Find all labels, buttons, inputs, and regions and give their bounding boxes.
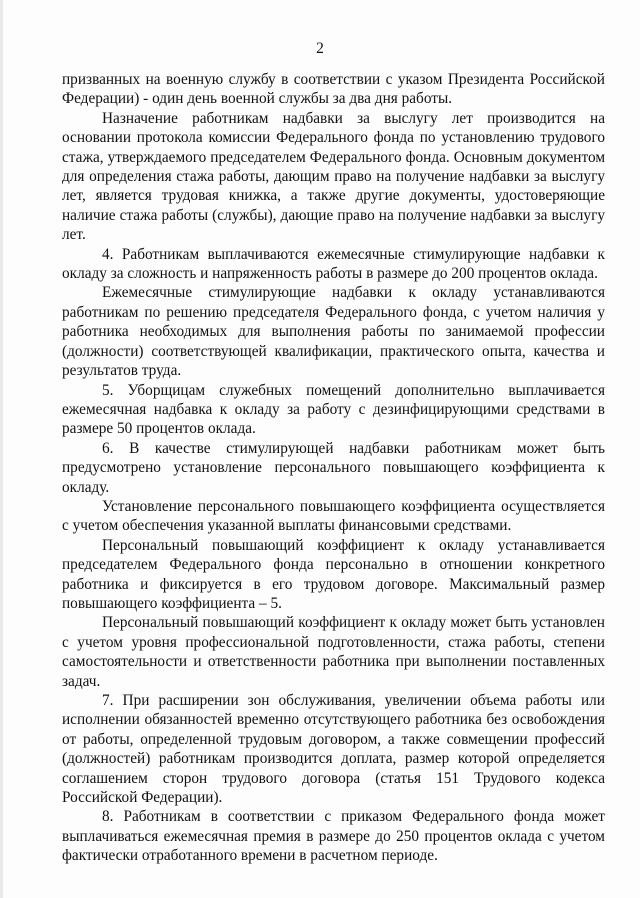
document-body: [62, 70, 605, 866]
paragraph-item-5: 5. Уборщицам служебных помещений дополнительно выплачивается ежемесячная надбавка к окладу за работу с дезинфицирующими средствами в размере 50 процентов оклада.: [62, 381, 605, 438]
paragraph-coefficient-max: Персональный повышающий коэффициент к окладу устанавливается председателем Федерального фонда персонально в отношении конкретного работника и фиксируется в его трудовом договоре. Максимальный размер повышающего коэффициента – 5.: [62, 536, 605, 612]
paragraph-seniority-bonus-procedure: Назначение работникам надбавки за выслугу лет производится на основании протокола комиссии Федерального фонда по установлению трудового стажа, утверждаемого председателем Федерального фонда. Основным документом для определения стажа работы, дающим право на получение надбавки за выслугу лет, является трудовая книжка, а также другие документы, удостоверяющие наличие стажа работы (службы), дающие право на получение надбавки за выслугу лет.: [62, 109, 605, 244]
paragraph-coefficient-criteria: Персональный повышающий коэффициент к окладу может быть установлен с учетом уровня профессиональной подготовленности, стажа работы, степени самостоятельности и ответственности работника при выполнении поставленных задач.: [62, 614, 605, 690]
paragraph-item-6: 6. В качестве стимулирующей надбавки работникам может быть предусмотрено установление персонального повышающего коэффициента к окладу.: [62, 439, 605, 496]
paragraph-item-4: 4. Работникам выплачиваются ежемесячные стимулирующие надбавки к окладу за сложность и напряженность работы в размере до 200 процентов оклада.: [62, 245, 605, 283]
paragraph-complexity-bonus: Ежемесячные стимулирующие надбавки к окладу устанавливаются работникам по решению председателя Федерального фонда, с учетом наличия у работника необходимых для выполнения работы по занимаемой профессии (должности) соответствующей квалификации, практического опыта, качества и результатов труда.: [62, 284, 605, 380]
paragraph-continuation: призванных на военную службу в соответствии с указом Президента Российской Федерации) - один день военной службы за два дня работы.: [62, 71, 605, 108]
paragraph-item-7: 7. При расширении зон обслуживания, увеличении объема работы или исполнении обязанностей временно отсутствующего работника без освобождения от работы, определенной трудовым договором, а также совмещении профессий (должностей) работникам производится доплата, размер которой определяется соглашением сторон трудового договора (статья 151 Трудового кодекса Российской Федерации).: [62, 692, 605, 807]
scan-edge: [0, 0, 3, 898]
paragraph-coefficient-funding: Установление персонального повышающего коэффициента осуществляется с учетом обеспечения указанной выплаты финансовыми средствами.: [62, 497, 605, 535]
paragraph-item-8: 8. Работникам в соответствии с приказом Федерального фонда может выплачиваться ежемесячная премия в размере до 250 процентов оклада с учетом фактически отработанного времени в расчетном периоде.: [62, 808, 605, 865]
page-number: 2: [316, 40, 324, 57]
